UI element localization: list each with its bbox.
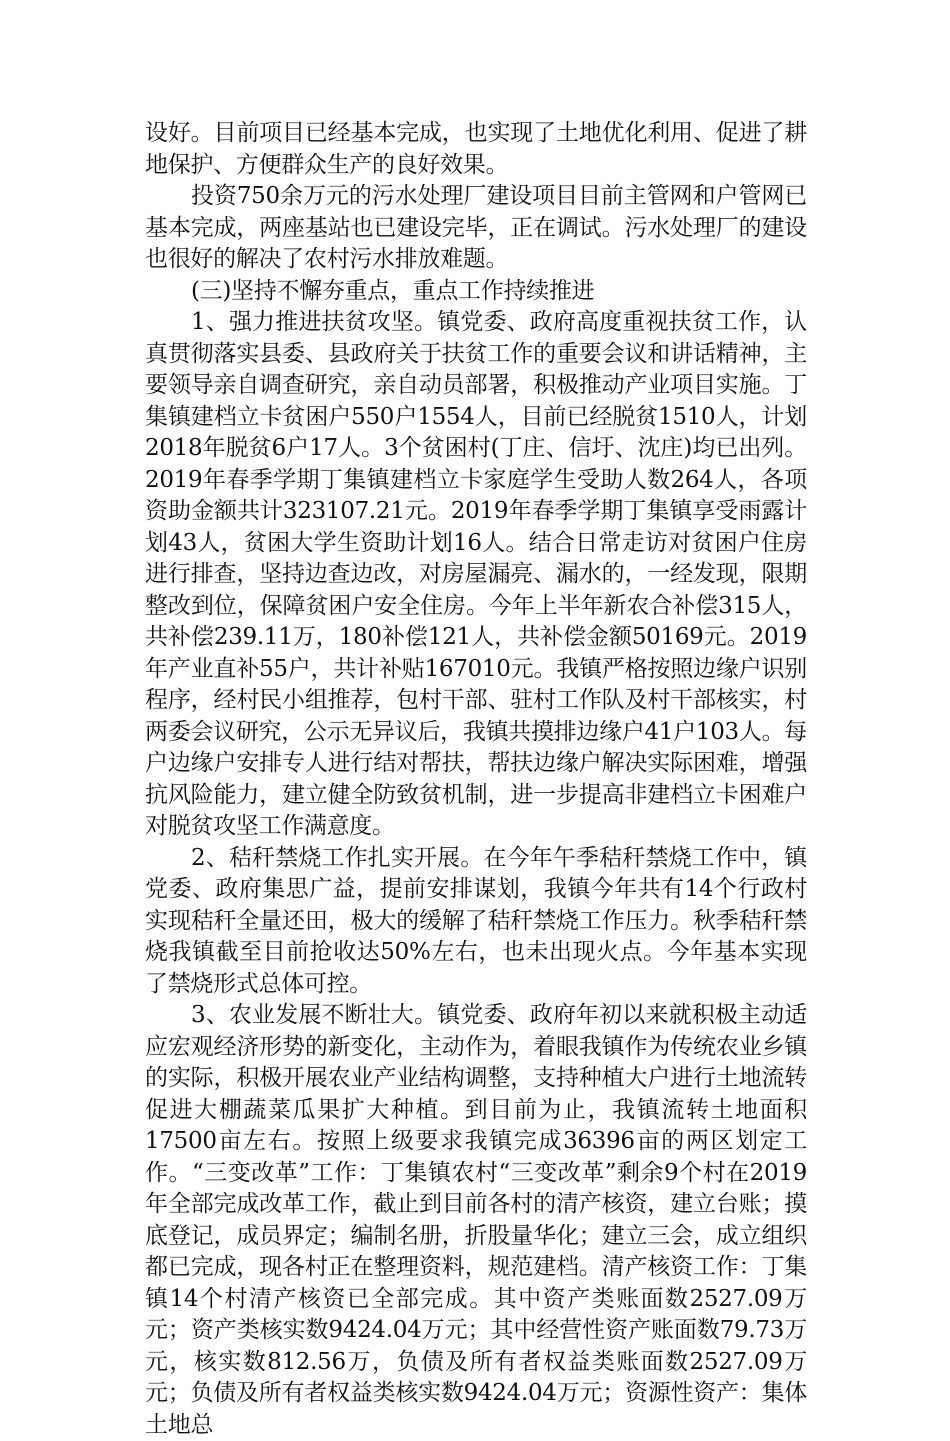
paragraph-poverty-alleviation: 1、强力推进扶贫攻坚。镇党委、政府高度重视扶贫工作，认真贯彻落实县委、县政府关于扶贫工作的重要会议和讲话精神，主要领导亲自调查研究，亲自动员部署，积极推动产业项目实施。丁集镇建档立卡贫困户550户1554人，目前已经脱贫1510人，计划2018年脱贫6户17人。3个贫困村(丁庄、信圩、沈庄)均已出列。2019年春季学期丁集镇建档立卡家庭学生受助人数264人，各项资助金额共计323107.21元。2019年春季学期丁集镇享受雨露计划43人，贫困大学生资助计划16人。结合日常走访对贫困户住房进行排查，坚持边查边改，对房屋漏亮、漏水的，一经发现，限期整改到位，保障贫困户安全住房。今年上半年新农合补偿315人，共补偿239.11万，180补偿121人，共补偿金额50169元。2019年产业直补55户，共计补贴167010元。我镇严格按照边缘户识别程序，经村民小组推荐，包村干部、驻村工作队及村干部核实，村两委会议研究，公示无异议后，我镇共摸排边缘户41户103人。每户边缘户安排专人进行结对帮扶，帮扶边缘户解决实际困难，增强抗风险能力，建立健全防致贫机制，进一步提高非建档立卡困难户对脱贫攻坚工作满意度。 — [145, 309, 807, 839]
section-heading: (三)坚持不懈夯重点，重点工作持续推进 — [191, 277, 595, 304]
document-page — [145, 118, 807, 1441]
paragraph-straw-burning: 2、秸秆禁烧工作扎实开展。在今年午季秸秆禁烧工作中，镇党委、政府集思广益，提前安排谋划，我镇今年共有14个行政村实现秸秆全量还田，极大的缓解了秸秆禁烧工作压力。秋季秸秆禁烧我镇截至目前抢收达50%左右，也未出现火点。今年基本实现了禁烧形式总体可控。 — [145, 844, 807, 997]
paragraph-agriculture: 3、农业发展不断壮大。镇党委、政府年初以来就积极主动适应宏观经济形势的新变化，主动作为，着眼我镇作为传统农业乡镇的实际，积极开展农业产业结构调整，支持种植大户进行土地流转促进大棚蔬菜瓜果扩大种植。到目前为止，我镇流转土地面积17500亩左右。按照上级要求我镇完成36396亩的两区划定工作。“三变改革”工作：丁集镇农村“三变改革”剩余9个村在2019年全部完成改革工作，截止到目前各村的清产核资，建立台账；摸底登记，成员界定；编制名册，折股量华化；建立三会，成立组织都已完成，现各村正在整理资料，规范建档。清产核资工作：丁集镇14个村清产核资已全部完成。其中资产类账面数2527.09万元；资产类核实数9424.04万元；其中经营性资产账面数79.73万元，核实数812.56万，负债及所有者权益类账面数2527.09万元；负债及所有者权益类核实数9424.04万元；资源性资产：集体土地总 — [145, 1002, 807, 1438]
paragraph-continuation: 设好。目前项目已经基本完成，也实现了土地优化利用、促进了耕地保护、方便群众生产的良好效果。 — [145, 120, 807, 178]
paragraph-sewage-plant: 投资750余万元的污水处理厂建设项目目前主管网和户管网已基本完成，两座基站也已建设完毕，正在调试。污水处理厂的建设也很好的解决了农村污水排放难题。 — [145, 183, 807, 272]
